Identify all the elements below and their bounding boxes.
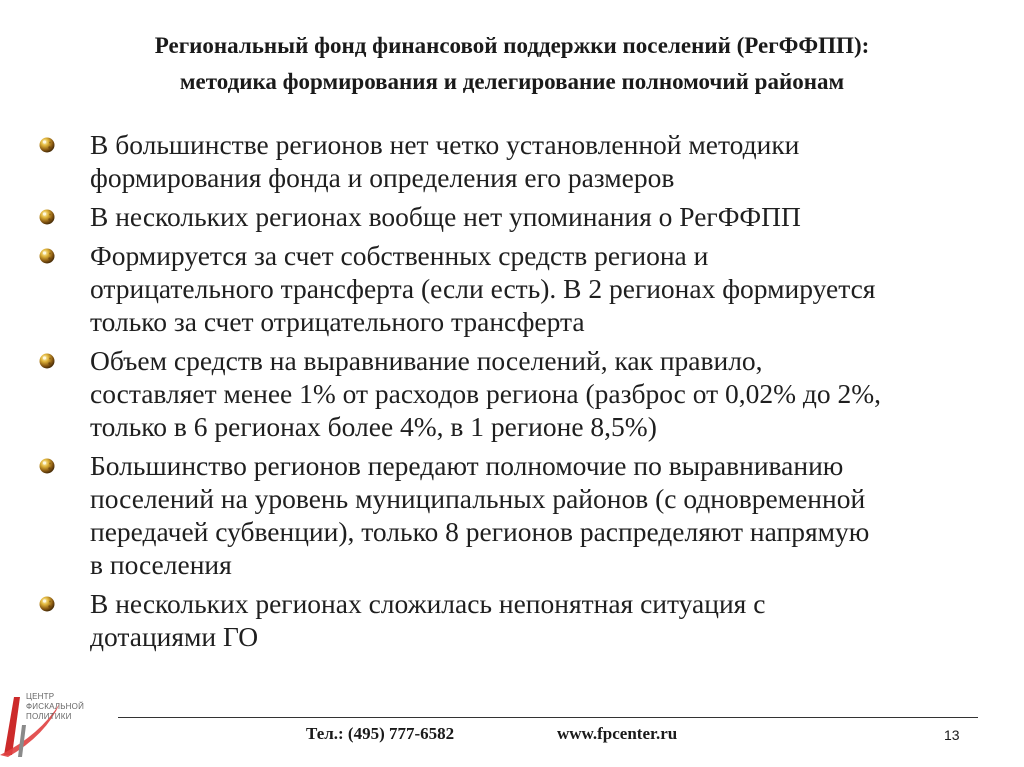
- bullet-list: [38, 128, 998, 659]
- bullet-line: Объем средств на выравнивание поселений, как правило,: [90, 345, 763, 376]
- bullet-line: формирования фонда и определения его размеров: [90, 162, 675, 193]
- footer-divider: [118, 717, 978, 718]
- bullet-line: только за счет отрицательного трансферта: [90, 306, 585, 337]
- gold-sphere-bullet-icon: [38, 595, 56, 613]
- bullet-line: составляет менее 1% от расходов региона (разброс от 0,02% до 2%,: [90, 378, 882, 409]
- bullet-line: только в 6 регионах более 4%, в 1 регионе 8,5%): [90, 411, 657, 442]
- bullet-line: в поселения: [90, 549, 232, 580]
- bullet-line: поселений на уровень муниципальных районов (с одновременной: [90, 483, 866, 514]
- logo-line: ПОЛИТИКИ: [26, 712, 72, 721]
- gold-sphere-bullet-icon: [38, 457, 56, 475]
- logo-line: ФИСКАЛЬНОЙ: [26, 702, 85, 711]
- bullet-item: [38, 344, 998, 443]
- bullet-line: Формируется за счет собственных средств региона и: [90, 240, 709, 271]
- bullet-line: В большинстве регионов нет четко установленной методики: [90, 129, 800, 160]
- logo-text: [26, 692, 84, 722]
- bullet-line: В нескольких регионах вообще нет упоминания о РегФФПП: [90, 201, 801, 232]
- gold-sphere-bullet-icon: [38, 208, 56, 226]
- slide-title: [40, 28, 984, 100]
- gold-sphere-bullet-icon: [38, 247, 56, 265]
- bullet-line: передачей субвенции), только 8 регионов распределяют напрямую: [90, 516, 870, 547]
- footer-website-link[interactable]: www.fpcenter.ru: [557, 724, 678, 743]
- bullet-line: отрицательного трансферта (если есть). В 2 регионах формируется: [90, 273, 876, 304]
- title-line-2: методика формирования и делегирование полномочий районам: [179, 69, 845, 94]
- gold-sphere-bullet-icon: [38, 352, 56, 370]
- bullet-item: [38, 239, 998, 338]
- bullet-item: [38, 200, 998, 233]
- page-number: 13: [944, 727, 960, 743]
- bullet-item: [38, 128, 998, 194]
- bullet-line: В нескольких регионах сложилась непонятная ситуация с: [90, 588, 766, 619]
- gold-sphere-bullet-icon: [38, 136, 56, 154]
- title-line-1: Региональный фонд финансовой поддержки поселений (РегФФПП):: [154, 33, 870, 58]
- bullet-item: [38, 449, 998, 581]
- footer-phone: Тел.: (495) 777-6582: [306, 724, 455, 743]
- bullet-item: [38, 587, 998, 653]
- bullet-line: Большинство регионов передают полномочие по выравниванию: [90, 450, 844, 481]
- logo-line: ЦЕНТР: [26, 692, 55, 701]
- bullet-line: дотациями ГО: [90, 621, 259, 652]
